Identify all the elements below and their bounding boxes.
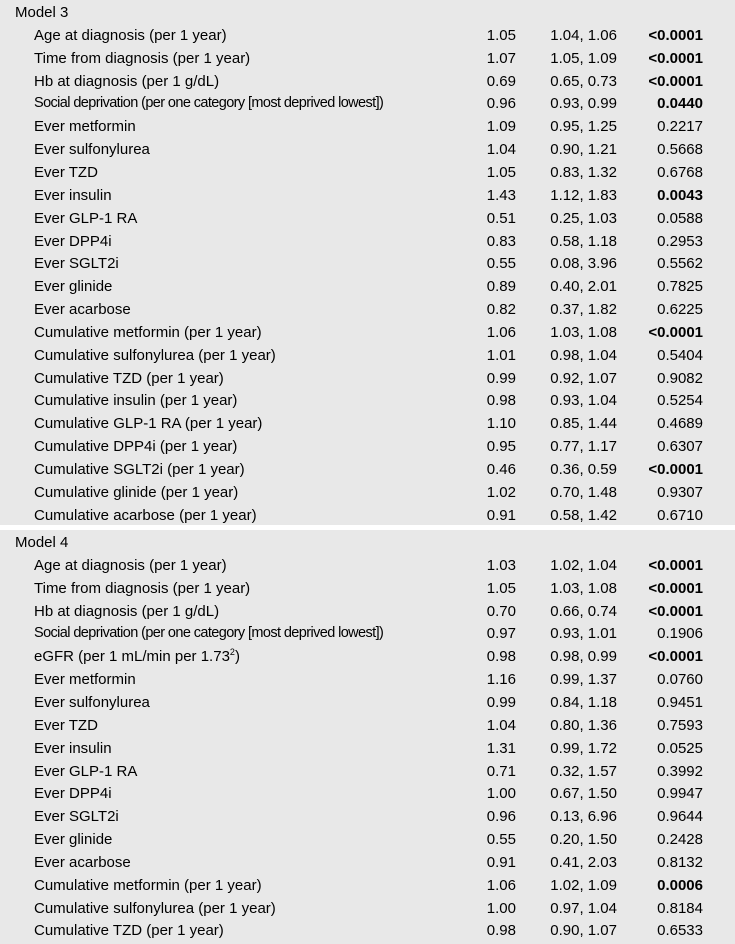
confidence-interval: 0.93, 1.04 bbox=[550, 392, 617, 410]
p-value: 0.6307 bbox=[657, 438, 703, 456]
row-label-text: Ever TZD bbox=[34, 716, 98, 734]
row-label bbox=[34, 737, 474, 760]
p-value: 0.8132 bbox=[657, 853, 703, 871]
table-row bbox=[0, 600, 735, 623]
row-label bbox=[34, 458, 474, 481]
row-label-tail: ) bbox=[234, 648, 240, 666]
table-row bbox=[0, 275, 735, 298]
hazard-ratio: 0.96 bbox=[486, 808, 516, 826]
row-label bbox=[34, 161, 474, 184]
hazard-ratio: 1.01 bbox=[486, 346, 516, 364]
table-row bbox=[0, 92, 735, 115]
table-row bbox=[0, 184, 735, 207]
row-label-text: Ever DPP4i bbox=[34, 232, 112, 250]
row-label-text: Ever metformin bbox=[34, 118, 136, 136]
table-row bbox=[0, 389, 735, 412]
hazard-ratio: 1.00 bbox=[486, 899, 516, 917]
row-label-text: Ever glinide bbox=[34, 278, 113, 296]
confidence-interval: 0.58, 1.18 bbox=[550, 232, 617, 250]
hazard-ratio: 1.06 bbox=[486, 323, 516, 341]
hazard-ratio: 0.99 bbox=[486, 369, 516, 387]
table-row bbox=[0, 207, 735, 230]
confidence-interval: 0.93, 1.01 bbox=[550, 625, 617, 643]
confidence-interval: 0.93, 0.99 bbox=[550, 95, 617, 113]
row-label-text: eGFR (per 1 mL/min per 1.73 bbox=[34, 648, 230, 666]
row-label-text: Cumulative sulfonylurea (per 1 year) bbox=[34, 346, 276, 364]
table-row bbox=[0, 412, 735, 435]
confidence-interval: 0.80, 1.36 bbox=[550, 716, 617, 734]
row-label bbox=[34, 115, 474, 138]
table-row bbox=[0, 851, 735, 874]
p-value: 0.0440 bbox=[657, 95, 703, 113]
hazard-ratio: 1.07 bbox=[486, 49, 516, 67]
p-value: <0.0001 bbox=[648, 72, 703, 90]
p-value: 0.7825 bbox=[657, 278, 703, 296]
confidence-interval: 0.98, 1.04 bbox=[550, 346, 617, 364]
hazard-ratio: 0.98 bbox=[486, 392, 516, 410]
row-label-text: Ever insulin bbox=[34, 186, 112, 204]
p-value: 0.3992 bbox=[657, 762, 703, 780]
p-value: <0.0001 bbox=[648, 602, 703, 620]
p-value: <0.0001 bbox=[648, 461, 703, 478]
table-row bbox=[0, 897, 735, 920]
hazard-ratio: 1.06 bbox=[486, 876, 516, 894]
row-label-text: Cumulative metformin (per 1 year) bbox=[34, 323, 262, 341]
confidence-interval: 0.83, 1.32 bbox=[550, 163, 617, 181]
confidence-interval: 0.85, 1.44 bbox=[550, 415, 617, 433]
p-value: <0.0001 bbox=[648, 648, 703, 666]
table-row bbox=[0, 828, 735, 851]
p-value: 0.1906 bbox=[657, 625, 703, 643]
row-label bbox=[34, 622, 474, 645]
row-label-text: Ever acarbose bbox=[34, 301, 131, 319]
hazard-ratio: 0.70 bbox=[486, 602, 516, 620]
p-value: 0.0043 bbox=[657, 186, 703, 204]
confidence-interval: 0.41, 2.03 bbox=[550, 853, 617, 871]
table-row bbox=[0, 161, 735, 184]
confidence-interval: 0.98, 0.99 bbox=[550, 648, 617, 666]
hazard-ratio: 1.16 bbox=[486, 671, 516, 689]
model-title: Model 3 bbox=[15, 4, 69, 21]
row-label bbox=[34, 874, 474, 897]
row-label-text: Ever DPP4i bbox=[34, 785, 112, 803]
p-value: 0.9307 bbox=[657, 483, 703, 501]
table-row bbox=[0, 668, 735, 691]
row-label bbox=[34, 252, 474, 275]
row-label-text: Ever GLP-1 RA bbox=[34, 762, 138, 780]
row-label bbox=[34, 275, 474, 298]
hazard-ratio: 0.96 bbox=[486, 95, 516, 113]
hazard-ratio: 1.43 bbox=[486, 186, 516, 204]
p-value: 0.6710 bbox=[657, 506, 703, 524]
row-label bbox=[34, 805, 474, 828]
table-row bbox=[0, 874, 735, 897]
hazard-ratio: 1.10 bbox=[486, 415, 516, 433]
confidence-interval: 0.99, 1.37 bbox=[550, 671, 617, 689]
row-label-text: Ever SGLT2i bbox=[34, 808, 119, 826]
hazard-ratio: 0.98 bbox=[486, 648, 516, 666]
table-row bbox=[0, 714, 735, 737]
row-label bbox=[34, 435, 474, 458]
p-value: 0.5562 bbox=[657, 255, 703, 273]
confidence-interval: 0.66, 0.74 bbox=[550, 602, 617, 620]
hazard-ratio: 0.99 bbox=[486, 693, 516, 711]
row-label-text: Ever insulin bbox=[34, 739, 112, 757]
row-label-text: Social deprivation (per one category [most deprived lowest]) bbox=[34, 95, 384, 112]
row-label bbox=[34, 298, 474, 321]
hazard-ratio: 0.95 bbox=[486, 438, 516, 456]
confidence-interval: 1.02, 1.09 bbox=[550, 876, 617, 894]
p-value: 0.2428 bbox=[657, 831, 703, 849]
hazard-ratio: 1.02 bbox=[486, 483, 516, 501]
row-label bbox=[34, 828, 474, 851]
table-row bbox=[0, 645, 735, 668]
p-value: 0.9947 bbox=[657, 785, 703, 803]
confidence-interval: 0.84, 1.18 bbox=[550, 693, 617, 711]
row-label-text: Age at diagnosis (per 1 year) bbox=[34, 556, 227, 574]
row-label bbox=[34, 919, 474, 942]
p-value: 0.9644 bbox=[657, 808, 703, 826]
confidence-interval: 0.13, 6.96 bbox=[550, 808, 617, 826]
row-label-text: Cumulative metformin (per 1 year) bbox=[34, 876, 262, 894]
table-row bbox=[0, 24, 735, 47]
table-row bbox=[0, 70, 735, 93]
p-value: 0.5404 bbox=[657, 346, 703, 364]
p-value: 0.6533 bbox=[657, 922, 703, 940]
row-label-text: Ever sulfonylurea bbox=[34, 141, 150, 159]
row-label-text: Ever SGLT2i bbox=[34, 255, 119, 273]
row-label-text: Time from diagnosis (per 1 year) bbox=[34, 49, 251, 67]
p-value: 0.5254 bbox=[657, 392, 703, 410]
confidence-interval: 1.12, 1.83 bbox=[550, 186, 617, 204]
table-row bbox=[0, 367, 735, 390]
table-row bbox=[0, 805, 735, 828]
row-label-text: Cumulative insulin (per 1 year) bbox=[34, 392, 238, 410]
hazard-ratio: 0.82 bbox=[486, 301, 516, 319]
hazard-ratio: 1.05 bbox=[486, 579, 516, 597]
row-label bbox=[34, 412, 474, 435]
table-row bbox=[0, 622, 735, 645]
row-label bbox=[34, 554, 474, 577]
row-label bbox=[34, 577, 474, 600]
table-row bbox=[0, 760, 735, 783]
table-row bbox=[0, 252, 735, 275]
confidence-interval: 0.20, 1.50 bbox=[550, 831, 617, 849]
hazard-ratio: 1.09 bbox=[486, 118, 516, 136]
confidence-interval: 0.36, 0.59 bbox=[550, 461, 617, 478]
row-label bbox=[34, 184, 474, 207]
hazard-ratio: 0.89 bbox=[486, 278, 516, 296]
model-4-section bbox=[0, 530, 735, 944]
confidence-interval: 0.65, 0.73 bbox=[550, 72, 617, 90]
hazard-ratio: 1.31 bbox=[486, 739, 516, 757]
table-row bbox=[0, 577, 735, 600]
row-label bbox=[34, 92, 474, 115]
confidence-interval: 0.95, 1.25 bbox=[550, 118, 617, 136]
table-row bbox=[0, 321, 735, 344]
hazard-ratio: 0.98 bbox=[486, 922, 516, 940]
row-label bbox=[34, 24, 474, 47]
confidence-interval: 0.92, 1.07 bbox=[550, 369, 617, 387]
hazard-ratio: 0.55 bbox=[486, 255, 516, 273]
hazard-ratio: 1.04 bbox=[486, 716, 516, 734]
p-value: 0.5668 bbox=[657, 141, 703, 159]
hazard-ratio: 0.91 bbox=[486, 853, 516, 871]
row-label-text: Ever GLP-1 RA bbox=[34, 209, 138, 227]
table-row bbox=[0, 919, 735, 942]
table-row bbox=[0, 47, 735, 70]
confidence-interval: 1.05, 1.09 bbox=[550, 49, 617, 67]
confidence-interval: 1.03, 1.08 bbox=[550, 579, 617, 597]
row-label bbox=[34, 504, 474, 527]
row-label-text: Cumulative sulfonylurea (per 1 year) bbox=[34, 899, 276, 917]
table-row bbox=[0, 504, 735, 527]
row-label bbox=[34, 321, 474, 344]
confidence-interval: 0.32, 1.57 bbox=[550, 762, 617, 780]
p-value: <0.0001 bbox=[648, 26, 703, 44]
row-label-text: Cumulative TZD (per 1 year) bbox=[34, 922, 224, 940]
hazard-ratio: 0.83 bbox=[486, 232, 516, 250]
row-label-text: Ever metformin bbox=[34, 671, 136, 689]
row-label bbox=[34, 138, 474, 161]
row-label bbox=[34, 691, 474, 714]
confidence-interval: 1.02, 1.04 bbox=[550, 556, 617, 574]
p-value: <0.0001 bbox=[648, 579, 703, 597]
table-row bbox=[0, 230, 735, 253]
row-label-text: Cumulative TZD (per 1 year) bbox=[34, 369, 224, 387]
hazard-ratio: 0.55 bbox=[486, 831, 516, 849]
confidence-interval: 1.03, 1.08 bbox=[550, 323, 617, 341]
confidence-interval: 0.90, 1.07 bbox=[550, 922, 617, 940]
model-title: Model 4 bbox=[15, 534, 69, 551]
row-label-text: Hb at diagnosis (per 1 g/dL) bbox=[34, 72, 220, 90]
table-row bbox=[0, 435, 735, 458]
p-value: 0.0760 bbox=[657, 671, 703, 689]
p-value: 0.2953 bbox=[657, 232, 703, 250]
row-label bbox=[34, 70, 474, 93]
table-row bbox=[0, 691, 735, 714]
p-value: 0.9082 bbox=[657, 369, 703, 387]
row-label bbox=[34, 230, 474, 253]
confidence-interval: 0.97, 1.04 bbox=[550, 899, 617, 917]
row-label bbox=[34, 782, 474, 805]
row-label bbox=[34, 760, 474, 783]
hazard-ratio: 0.91 bbox=[486, 506, 516, 524]
table-row bbox=[0, 737, 735, 760]
p-value: 0.6225 bbox=[657, 301, 703, 319]
hazard-ratio: 0.97 bbox=[486, 625, 516, 643]
row-label bbox=[34, 389, 474, 412]
row-label-text: Time from diagnosis (per 1 year) bbox=[34, 579, 251, 597]
confidence-interval: 0.67, 1.50 bbox=[550, 785, 617, 803]
row-label bbox=[34, 851, 474, 874]
table-row bbox=[0, 298, 735, 321]
p-value: 0.6768 bbox=[657, 163, 703, 181]
row-label bbox=[34, 47, 474, 70]
confidence-interval: 1.04, 1.06 bbox=[550, 26, 617, 44]
p-value: 0.0525 bbox=[657, 739, 703, 757]
row-label bbox=[34, 668, 474, 691]
hazard-ratio: 1.05 bbox=[486, 26, 516, 44]
confidence-interval: 0.08, 3.96 bbox=[550, 255, 617, 273]
row-label bbox=[34, 367, 474, 390]
row-label bbox=[34, 897, 474, 920]
row-label bbox=[34, 207, 474, 230]
row-label-text: Cumulative SGLT2i (per 1 year) bbox=[34, 461, 245, 478]
row-label bbox=[34, 481, 474, 504]
p-value: <0.0001 bbox=[648, 323, 703, 341]
table-row bbox=[0, 344, 735, 367]
confidence-interval: 0.77, 1.17 bbox=[550, 438, 617, 456]
hazard-ratio: 1.00 bbox=[486, 785, 516, 803]
table-row bbox=[0, 554, 735, 577]
p-value: 0.0588 bbox=[657, 209, 703, 227]
hazard-ratio: 1.05 bbox=[486, 163, 516, 181]
superscript: 2 bbox=[229, 647, 235, 658]
row-label-text: Ever TZD bbox=[34, 163, 98, 181]
row-label-text: Ever glinide bbox=[34, 831, 113, 849]
confidence-interval: 0.25, 1.03 bbox=[550, 209, 617, 227]
table-row bbox=[0, 115, 735, 138]
hazard-ratio: 1.03 bbox=[486, 556, 516, 574]
row-label-text: Ever sulfonylurea bbox=[34, 693, 150, 711]
row-label-text: Ever acarbose bbox=[34, 853, 131, 871]
row-label bbox=[34, 600, 474, 623]
p-value: 0.4689 bbox=[657, 415, 703, 433]
row-label-text: Cumulative DPP4i (per 1 year) bbox=[34, 438, 238, 456]
row-label-text: Cumulative acarbose (per 1 year) bbox=[34, 506, 257, 524]
row-label bbox=[34, 645, 474, 668]
p-value: 0.0006 bbox=[657, 876, 703, 894]
p-value: 0.9451 bbox=[657, 693, 703, 711]
confidence-interval: 0.40, 2.01 bbox=[550, 278, 617, 296]
confidence-interval: 0.70, 1.48 bbox=[550, 483, 617, 501]
row-label-text: Social deprivation (per one category [most deprived lowest]) bbox=[34, 625, 384, 642]
row-label-text: Cumulative glinide (per 1 year) bbox=[34, 483, 239, 501]
row-label-text: Cumulative GLP-1 RA (per 1 year) bbox=[34, 415, 263, 433]
p-value: <0.0001 bbox=[648, 556, 703, 574]
row-label bbox=[34, 344, 474, 367]
table-row bbox=[0, 481, 735, 504]
confidence-interval: 0.90, 1.21 bbox=[550, 141, 617, 159]
confidence-interval: 0.58, 1.42 bbox=[550, 506, 617, 524]
row-label-text: Hb at diagnosis (per 1 g/dL) bbox=[34, 602, 220, 620]
hazard-ratio: 0.46 bbox=[486, 461, 516, 478]
confidence-interval: 0.99, 1.72 bbox=[550, 739, 617, 757]
row-label bbox=[34, 714, 474, 737]
p-value: 0.8184 bbox=[657, 899, 703, 917]
p-value: 0.2217 bbox=[657, 118, 703, 136]
row-label-text: Age at diagnosis (per 1 year) bbox=[34, 26, 227, 44]
hazard-ratio: 0.51 bbox=[486, 209, 516, 227]
p-value: 0.7593 bbox=[657, 716, 703, 734]
confidence-interval: 0.37, 1.82 bbox=[550, 301, 617, 319]
table-row bbox=[0, 458, 735, 481]
table-row bbox=[0, 138, 735, 161]
table-row bbox=[0, 782, 735, 805]
hazard-ratio: 0.69 bbox=[486, 72, 516, 90]
hazard-ratio: 0.71 bbox=[486, 762, 516, 780]
hazard-ratio: 1.04 bbox=[486, 141, 516, 159]
p-value: <0.0001 bbox=[648, 49, 703, 67]
